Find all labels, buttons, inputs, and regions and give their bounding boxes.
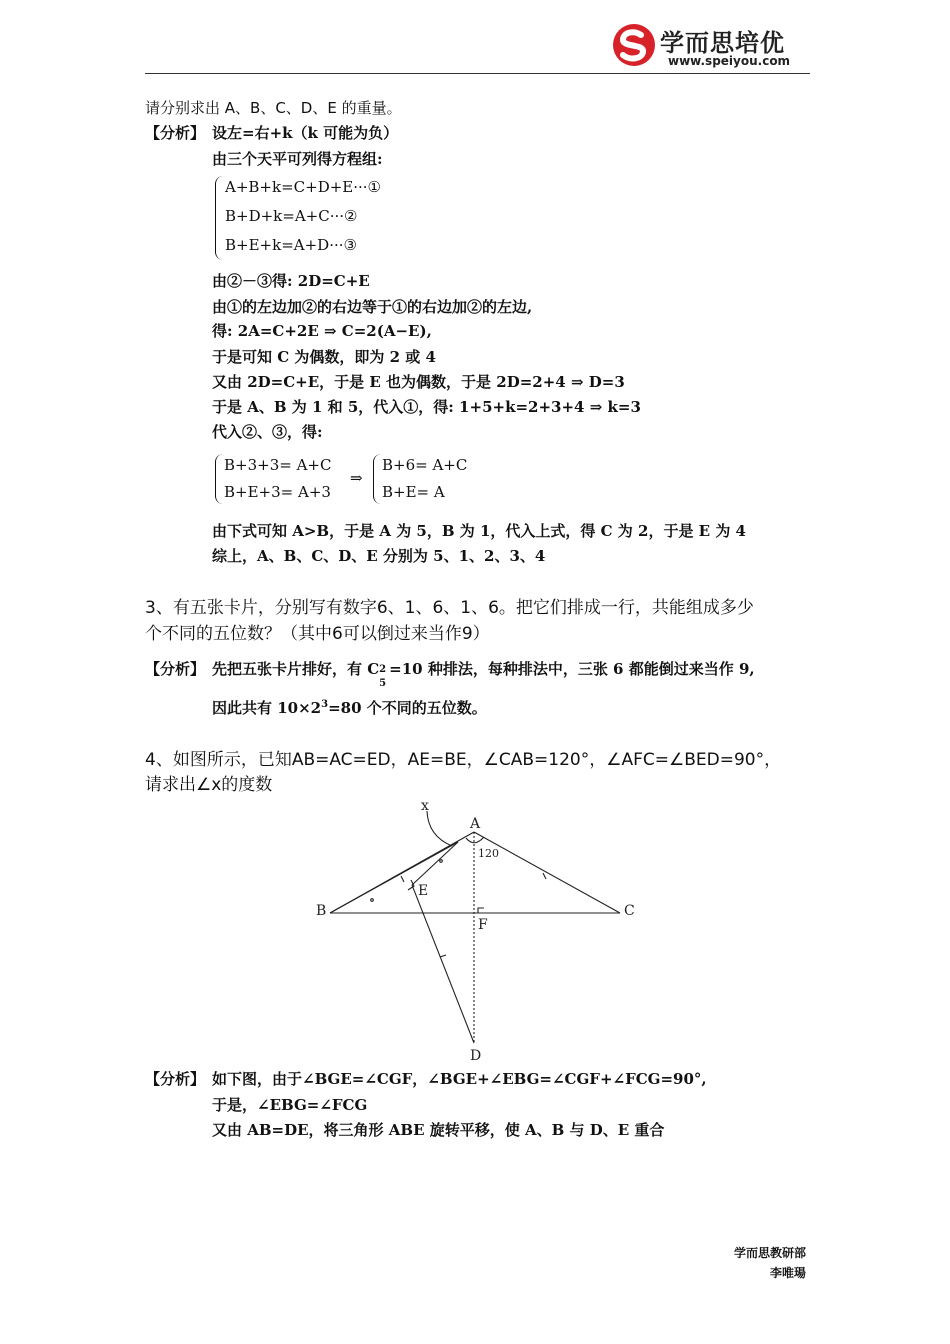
analysis-line: 代入②、③，得:: [212, 423, 323, 441]
label-e: E: [418, 883, 429, 899]
problem3-question: 个不同的五位数？（其中6可以倒过来当作9）: [145, 624, 490, 644]
segment-ed: [412, 885, 474, 1043]
problem4-question: 4、如图所示，已知AB=AC=ED，AE=BE，∠CAB=120°，∠AFC=∠BED=90°，: [145, 750, 782, 770]
problem3-question: 3、有五张卡片，分别写有数字6、1、6、1、6。把它们排成一行，共能组成多少: [145, 598, 754, 618]
implies-symbol: ⇒: [350, 469, 363, 487]
label-angle-120: 120: [478, 847, 499, 860]
subscript: 5: [379, 678, 387, 689]
superscript: 2: [379, 664, 387, 675]
label-c: C: [624, 903, 635, 919]
tick-mark: [401, 876, 404, 882]
analysis-line: 又由 AB=DE，将三角形 ABE 旋转平移，使 A、B 与 D、E 重合: [212, 1121, 665, 1139]
tick-mark: [543, 873, 546, 879]
tick-circle: [371, 899, 374, 902]
analysis-text: =80 个不同的五位数。: [328, 699, 487, 717]
superscript: 3: [321, 699, 329, 710]
analysis-tag: 【分析】: [145, 660, 206, 678]
equation: B+E+k=A+D···③: [225, 236, 357, 254]
analysis-line: 于是 A、B 为 1 和 5，代入①，得: 1+5+k=2+3+4 ⇒ k=3: [212, 398, 641, 416]
angle-a-arc: [466, 837, 484, 843]
label-b: B: [316, 903, 327, 919]
analysis-line: 由②－③得: 2D=C+E: [212, 272, 370, 290]
analysis-text: 因此共有 10×2: [212, 699, 322, 717]
right-angle-f: [478, 908, 484, 913]
label-d: D: [470, 1048, 482, 1064]
problem4-question: 请求出∠x的度数: [145, 775, 273, 795]
analysis-text: =10 种排法，每种排法中，三张 6 都能倒过来当作 9,: [389, 660, 755, 678]
analysis-line: 得: 2A=C+2E ⇒ C=2(A−E),: [212, 322, 432, 340]
angle-x-arc: [427, 811, 452, 846]
analysis-line: 由①的左边加②的右边等于①的右边加②的左边,: [212, 298, 533, 316]
segment-ac: [474, 832, 620, 913]
segment-be: [330, 842, 458, 913]
analysis-line: 于是可知 C 为偶数，即为 2 或 4: [212, 348, 436, 366]
brand-name: 学而思培优: [660, 29, 785, 57]
analysis-line: 综上，A、B、C、D、E 分别为 5、1、2、3、4: [212, 547, 546, 565]
tick-circle: [440, 860, 443, 863]
equation: B+D+k=A+C···②: [225, 207, 358, 225]
analysis-tag: 【分析】: [145, 1070, 206, 1088]
footer-author: 李唯瑒: [769, 1266, 806, 1280]
analysis-text: 先把五张卡片排好，有 C: [212, 660, 380, 678]
equation: A+B+k=C+D+E···①: [225, 178, 381, 196]
tick-mark: [440, 955, 446, 957]
problem2-intro: 请分别求出 A、B、C、D、E 的重量。: [145, 99, 402, 117]
brand-url: www.speiyou.com: [668, 54, 791, 68]
analysis-line: 如下图，由于∠BGE=∠CGF，∠BGE+∠EBG=∠CGF+∠FCG=90°,: [212, 1070, 707, 1088]
equation: B+6= A+C: [382, 456, 468, 474]
equation: B+E= A: [382, 483, 445, 501]
analysis-tag: 【分析】: [145, 124, 206, 142]
footer-department: 学而思教研部: [733, 1246, 806, 1260]
analysis-line: 由下式可知 A>B，于是 A 为 5，B 为 1，代入上式，得 C 为 2，于是 E 为 4: [212, 522, 746, 540]
equation: B+E+3= A+3: [224, 483, 331, 501]
label-a: A: [470, 816, 481, 832]
analysis-line: 于是，∠EBG=∠FCG: [212, 1096, 368, 1114]
analysis-line: 设左=右+k（k 可能为负）: [212, 124, 399, 142]
analysis-line: 由三个天平可列得方程组:: [212, 150, 383, 168]
equation: B+3+3= A+C: [224, 456, 332, 474]
label-x: x: [421, 798, 429, 814]
label-f: F: [478, 917, 488, 933]
analysis-line: 又由 2D=C+E，于是 E 也为偶数，于是 2D=2+4 ⇒ D=3: [212, 373, 625, 391]
